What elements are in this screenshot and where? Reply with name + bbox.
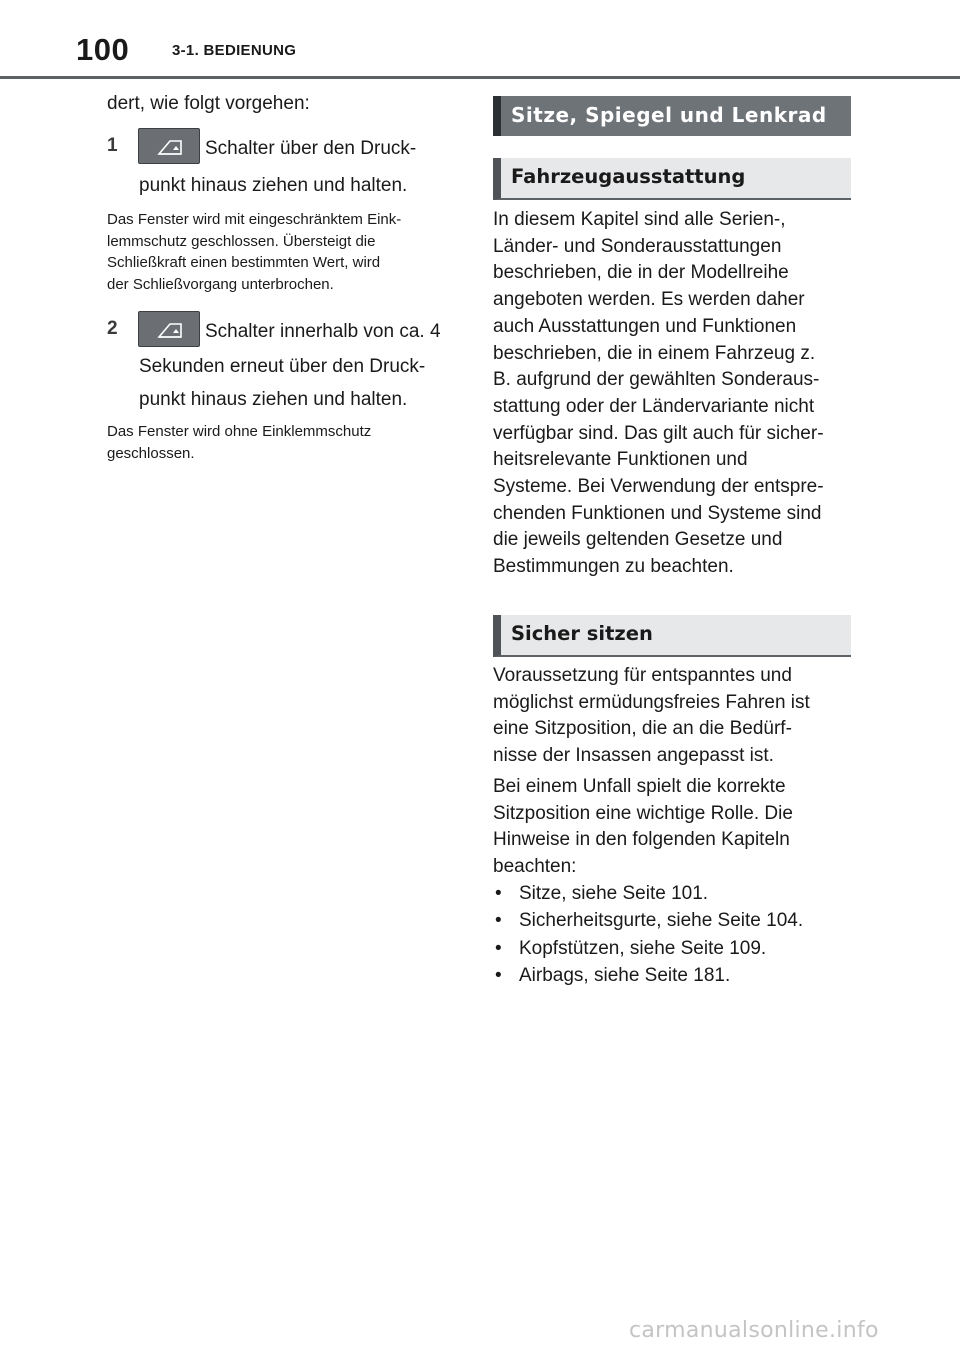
paragraph-fahrzeugausstattung	[493, 207, 851, 581]
text-line: möglichst ermüdungsfreies Fahren ist	[493, 691, 810, 713]
note-2	[107, 421, 371, 464]
step-1-continued	[139, 170, 407, 203]
text-line: B. aufgrund der gewählten Sonderaus-	[493, 369, 820, 391]
text-line: nisse der Insassen angepasst ist.	[493, 745, 774, 767]
section-title: Sitze, Spiegel und Lenkrad	[511, 103, 827, 127]
intro-text: dert, wie folgt vorgehen:	[107, 93, 310, 114]
text-line: lemmschutz geschlossen. Übersteigt die	[107, 232, 376, 250]
step-1-text: Schalter über den Druck-	[205, 138, 417, 159]
text-line: Systeme. Bei Verwendung der entspre-	[493, 476, 824, 498]
text-line: Länder- und Sonderausstattungen	[493, 235, 782, 257]
subsection-title: Fahrzeugausstattung	[511, 165, 746, 188]
step-number: 2	[107, 318, 118, 339]
text-line: stattung oder der Ländervariante nicht	[493, 395, 815, 417]
text-line: punkt hinaus ziehen und halten.	[139, 388, 408, 410]
text-line: Das Fenster wird mit eingeschränktem Eink-	[107, 211, 402, 228]
reference-list	[493, 880, 851, 989]
page-header	[0, 0, 960, 80]
text-line: beschrieben, die in einem Fahrzeug z.	[493, 342, 816, 364]
text-line: beachten:	[493, 856, 577, 878]
text-line: beschrieben, die in der Modellreihe	[493, 262, 789, 284]
text-line: auch Ausstattungen und Funktionen	[493, 315, 797, 337]
text-line: Das Fenster wird ohne Einklemmschutz	[107, 423, 372, 440]
text-line: Sekunden erneut über den Druck-	[139, 356, 426, 377]
text-line: der Schließvorgang unterbrochen.	[107, 275, 334, 293]
step-2-continued	[139, 351, 425, 416]
step-number: 1	[107, 135, 118, 156]
note-1	[107, 209, 401, 295]
step-2-text: Schalter innerhalb von ca. 4	[205, 321, 441, 342]
text-line: Bestimmungen zu beachten.	[493, 556, 734, 578]
text-line: Voraussetzung für entspanntes und	[493, 665, 792, 686]
window-switch-icon	[138, 128, 200, 164]
text-line: heitsrelevante Funktionen und	[493, 449, 748, 471]
list-item: • Kopfstützen, siehe Seite 109.	[493, 935, 851, 962]
page-number: 100	[76, 32, 130, 67]
text-line: Schließkraft einen bestimmten Wert, wird	[107, 254, 381, 271]
list-item: • Sicherheitsgurte, siehe Seite 104.	[493, 907, 851, 934]
text-line: angeboten werden. Es werden daher	[493, 289, 805, 311]
subsection-title: Sicher sitzen	[511, 622, 653, 645]
text-line: chenden Funktionen und Systeme sind	[493, 502, 822, 524]
paragraph-sicher-sitzen-2	[493, 774, 851, 881]
chapter-title: 3-1. BEDIENUNG	[172, 42, 297, 59]
text-line: eine Sitzposition, die an die Bedürf-	[493, 718, 792, 740]
subsection-heading-fahrzeugausstattung	[493, 158, 851, 200]
text-line: Hinweise in den folgenden Kapiteln	[493, 829, 790, 851]
header-divider	[0, 76, 960, 79]
section-heading	[493, 96, 851, 136]
text-line: punkt hinaus ziehen und halten.	[139, 175, 408, 196]
text-line: In diesem Kapitel sind alle Serien-,	[493, 209, 786, 230]
text-line: Bei einem Unfall spielt die korrekte	[493, 776, 786, 797]
window-switch-icon	[138, 311, 200, 347]
list-item: • Airbags, siehe Seite 181.	[493, 962, 851, 989]
text-line: geschlossen.	[107, 444, 195, 462]
watermark: carmanualsonline.info	[629, 1318, 879, 1343]
paragraph-sicher-sitzen-1	[493, 663, 851, 770]
list-item: • Sitze, siehe Seite 101.	[493, 880, 851, 907]
text-line: Sitzposition eine wichtige Rolle. Die	[493, 802, 793, 824]
text-line: die jeweils geltenden Gesetze und	[493, 529, 783, 551]
text-line: verfügbar sind. Das gilt auch für sicher-	[493, 422, 824, 444]
subsection-heading-sicher-sitzen	[493, 615, 851, 657]
